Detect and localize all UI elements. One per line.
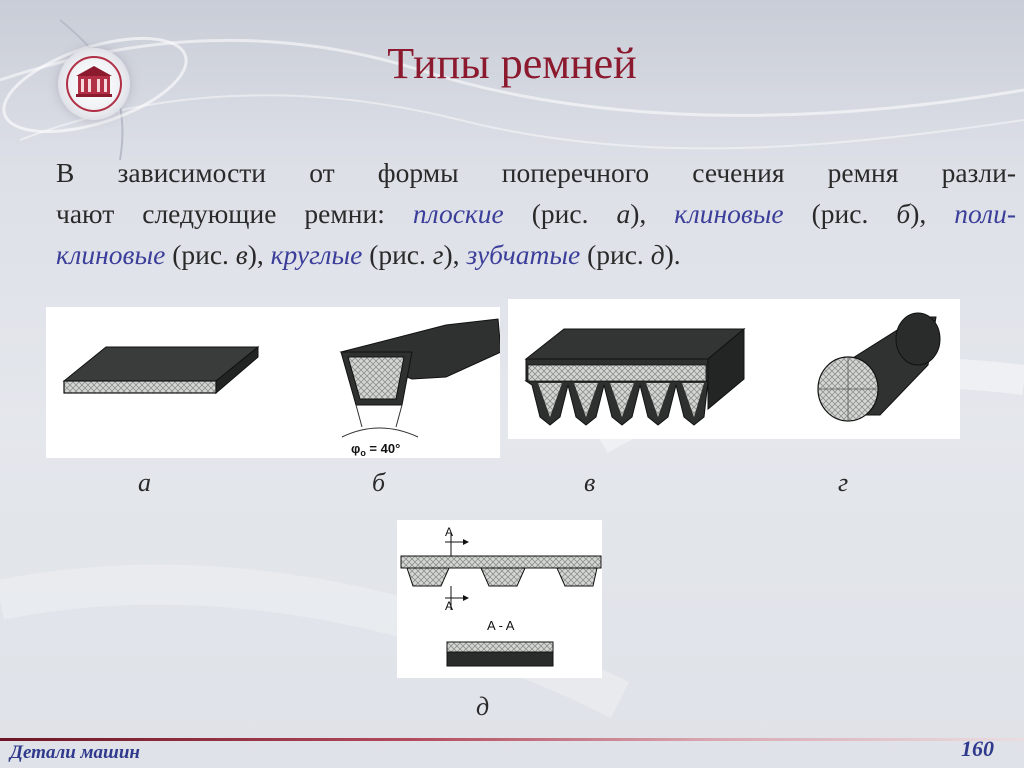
paragraph-line-2: чают следующие ремни: плоские (рис. а), клиновые (рис. б), поли- (56, 198, 1016, 229)
caption-a: а (138, 468, 151, 497)
term-v-belt: клиновые (674, 198, 784, 229)
section-label-bottom: A (445, 599, 454, 613)
caption-g: г (838, 468, 849, 497)
paragraph-line-3: клиновые (рис. в), круглые (рис. г), зубчатые (рис. д). (56, 239, 681, 270)
figure-panel-poly-v-and-round-belt (508, 299, 960, 439)
angle-label: $\varphi_о = 40^\circ$ (351, 441, 401, 458)
round-belt-figure (818, 313, 940, 421)
poly-v-belt-figure (526, 329, 744, 425)
intro-paragraph (56, 152, 1016, 275)
caption-b: б (372, 468, 386, 497)
toothed-belt-figure (401, 525, 601, 666)
term-toothed: зубчатые (466, 239, 581, 270)
section-title: A - A (487, 618, 515, 633)
caption-v: в (584, 468, 596, 497)
caption-d: д (476, 692, 490, 721)
footer-course-title: Детали машин (10, 742, 140, 763)
figure-panel-toothed-belt (397, 520, 602, 678)
paragraph-line-1: В зависимости от формы поперечного сечения ремня разли- (56, 157, 1016, 188)
section-label-top: A (445, 525, 454, 539)
figure-panel-flat-and-v-belt (46, 307, 500, 458)
v-belt-figure (341, 319, 500, 458)
flat-belt-figure (64, 347, 258, 393)
term-flat: плоские (412, 198, 504, 229)
term-round: круглые (270, 239, 363, 270)
slide-title: Типы ремней (387, 39, 637, 88)
term-poly-v-part2: клиновые (56, 239, 166, 270)
page-number: 160 (961, 736, 994, 761)
term-poly-v-part1: поли- (954, 198, 1016, 229)
footer-divider (0, 738, 1024, 741)
